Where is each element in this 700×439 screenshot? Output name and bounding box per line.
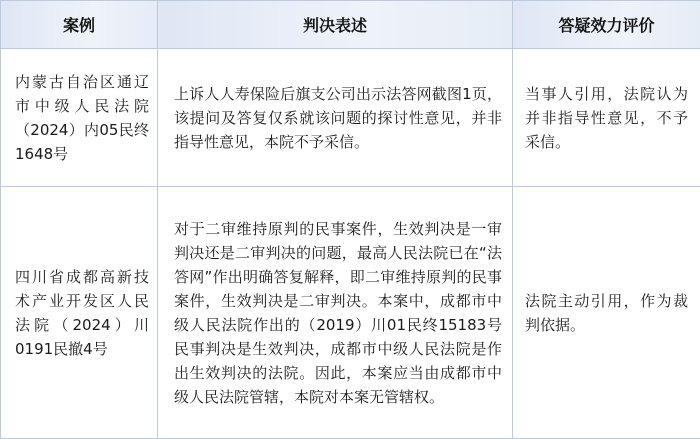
case-cell: 内蒙古自治区通辽市中级人民法院（2024）内05民终1648号 [1, 49, 158, 187]
table-header-row [1, 1, 700, 49]
table-row [1, 49, 700, 187]
effect-cell: 当事人引用，法院认为并非指导性意见，不予采信。 [513, 49, 700, 187]
header-effect: 答疑效力评价 [513, 1, 700, 49]
table-row [1, 187, 700, 439]
judgment-cell: 对于二审维持原判的民事案件，生效判决是一审判决还是二审判决的问题，最高人民法院已在“法答网”作出明确答复解释，即二审维持原判的民事案件，生效判决是二审判决。本案中，成都市中级人民法院作出的（2019）川01民终15183号民事判决是生效判决，成都市中级人民法院是作出生效判决的法院。因此，本案应当由成都市中级人民法院管辖，本院对本案无管辖权。 [158, 187, 513, 439]
judgment-cell: 上诉人人寿保险后旗支公司出示法答网截图1页，该提问及答复仅系就该问题的探讨性意见，并非指导性意见，本院不予采信。 [158, 49, 513, 187]
effect-cell: 法院主动引用，作为裁判依据。 [513, 187, 700, 439]
case-cell: 四川省成都高新技术产业开发区人民法院（2024）川0191民撤4号 [1, 187, 158, 439]
header-case: 案例 [1, 1, 158, 49]
header-judgment: 判决表述 [158, 1, 513, 49]
